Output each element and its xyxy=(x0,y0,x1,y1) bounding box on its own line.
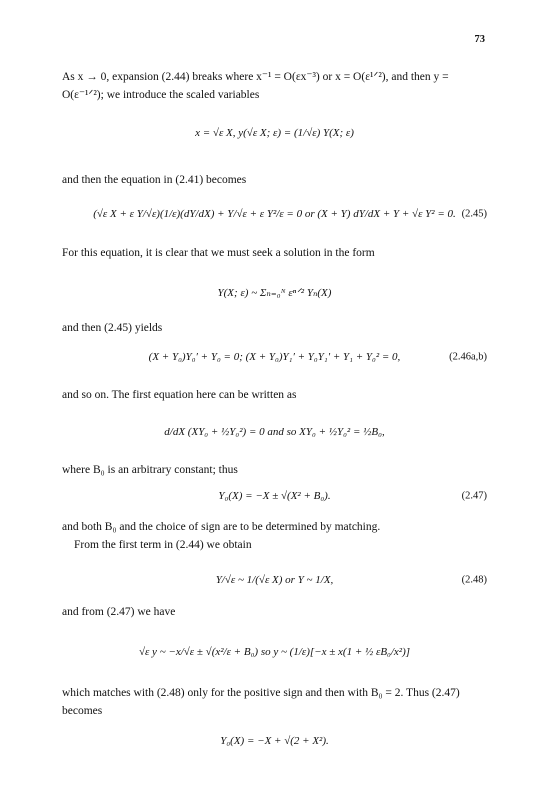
paragraph-5: and so on. The first equation here can be written as xyxy=(62,389,297,401)
page-number: 73 xyxy=(474,34,485,45)
paragraph-6: where B₀ is an arbitrary constant; thus xyxy=(62,464,238,476)
paragraph-2: and then the equation in (2.41) becomes xyxy=(62,174,247,186)
paragraph-3: For this equation, it is clear that we must seek a solution in the form xyxy=(62,247,375,259)
equation-2-46: (X + Y₀)Y₀′ + Y₀ = 0; (X + Y₀)Y₁′ + Y₀Y₁′ + Y₁ + Y₀² = 0, (2.46a,b) xyxy=(148,351,487,363)
equation-final: Y₀(X) = −X + √(2 + X²). xyxy=(220,735,329,747)
paragraph-8: From the first term in (2.44) we obtain xyxy=(74,539,252,551)
equation-series-form: Y(X; ε) ~ Σₙ₌₀ᴺ εⁿᐟ² Yₙ(X) xyxy=(217,286,332,299)
equation-2-47: Y₀(X) = −X ± √(X² + B₀). (2.47) xyxy=(218,490,487,502)
paragraph-9: and from (2.47) we have xyxy=(62,606,176,618)
equation-2-48: Y/√ε ~ 1/(√ε X) or Y ~ 1/X, (2.48) xyxy=(215,574,487,586)
paragraph-4: and then (2.45) yields xyxy=(62,322,163,334)
paragraph-10: which matches with (2.48) only for the positive sign and then with B₀ = 2. Thus (2.47) becomes xyxy=(62,687,460,717)
equation-scaled-variables: x = √ε X, y(√ε X; ε) = (1/√ε) Y(X; ε) xyxy=(195,127,354,139)
paragraph-7: and both B₀ and the choice of sign are to be determined by matching. xyxy=(62,521,381,533)
paragraph-1: As x → 0, expansion (2.44) breaks where x⁻¹ = O(εx⁻³) or x = O(ε¹ᐟ²), and then y = O(ε⁻¹ᐟ²); we introduce the scaled variables xyxy=(62,71,449,101)
equation-2-45: (√ε X + ε Y/√ε)(1/ε)(dY/dX) + Y/√ε + ε Y²/ε = 0 or (X + Y) dY/dX + Y + √ε Y² = 0. (2.45) xyxy=(93,208,487,220)
equation-matching: √ε y ~ −x/√ε ± √(x²/ε + B₀) so y ~ (1/ε)[−x ± x(1 + ½ εB₀/x²)] xyxy=(138,646,411,658)
equation-first-integral: d/dX (XY₀ + ½Y₀²) = 0 and so XY₀ + ½Y₀² = ½B₀, xyxy=(164,426,385,438)
